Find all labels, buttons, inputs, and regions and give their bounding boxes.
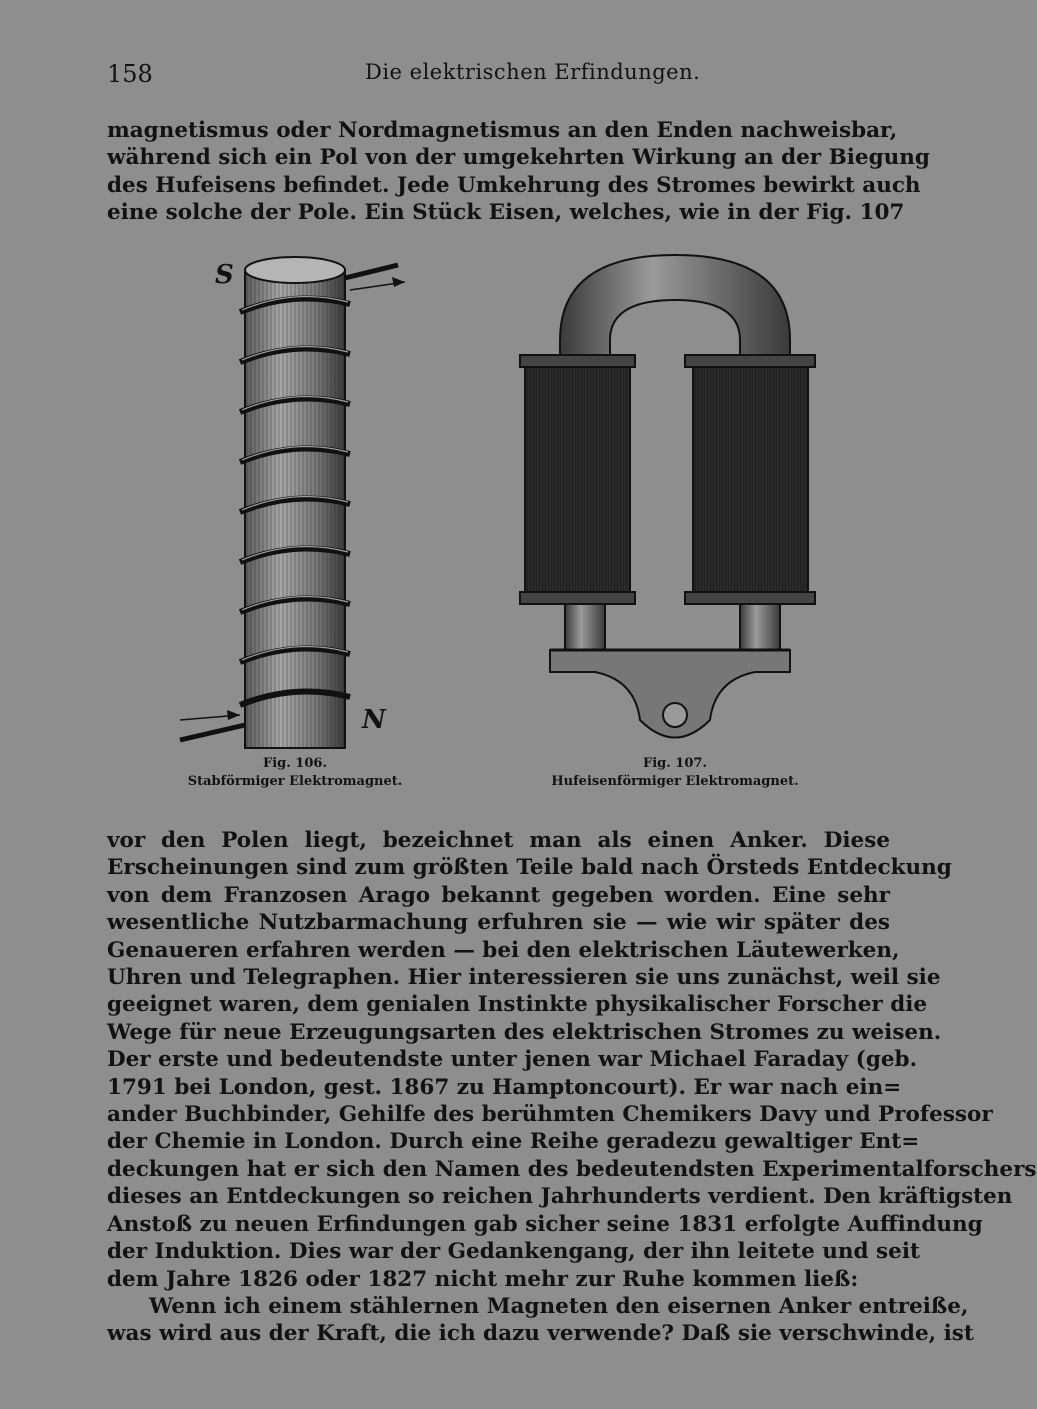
page-number: 158 [107, 60, 153, 88]
bar-electromagnet-illustration [170, 250, 420, 750]
text-line: Erscheinungen sind zum größten Teile bald nach Örsteds Entdeckung [107, 855, 952, 881]
paragraph-main [107, 827, 1037, 1293]
figure-caption-text: Stabförmiger Elektromagnet. [187, 774, 403, 789]
text-line: vor den Polen liegt, bezeichnet man als einen Anker. Diese [107, 828, 890, 853]
text-line: der Chemie in London. Durch eine Reihe geradezu gewaltiger Ent= [107, 1129, 920, 1155]
text-line: dem Jahre 1826 oder 1827 nicht mehr zur Ruhe kommen ließ: [107, 1266, 859, 1292]
text-line: ander Buchbinder, Gehilfe des berühmten Chemikers Davy und Professor [107, 1102, 993, 1128]
text-line: des Hufeisens befindet. Jede Umkehrung des Stromes bewirkt auch [107, 172, 921, 198]
text-line: dieses an Entdeckungen so reichen Jahrhunderts verdient. Den kräftigsten [107, 1184, 1013, 1210]
text-line: Uhren und Telegraphen. Hier interessieren sie uns zunächst, weil sie [107, 965, 941, 991]
figure-number: Fig. 107. [643, 756, 707, 771]
text-line: geeignet waren, dem genialen Instinkte physikalischer Forscher die [107, 992, 928, 1018]
text-line: eine solche der Pole. Ein Stück Eisen, welches, wie in der Fig. 107 [107, 200, 905, 226]
text-line: Wenn ich einem stählernen Magneten den eisernen Anker entreiße, [149, 1294, 969, 1319]
text-line: Anstoß zu neuen Erfindungen gab sicher seine 1831 erfolgte Auffindung [107, 1211, 983, 1237]
text-line: deckungen hat er sich den Namen des bedeutendsten Experimentalforschers [107, 1156, 1037, 1182]
paragraph-last [107, 1293, 974, 1348]
text-line: magnetismus oder Nordmagnetismus an den Enden nachweisbar, [107, 118, 898, 143]
pole-label-n: N [362, 705, 386, 735]
figure-107-caption [540, 755, 810, 791]
text-line: der Induktion. Dies war der Gedankengang, der ihn leitete und seit [107, 1239, 920, 1265]
text-line: Der erste und bedeutendste unter jenen war Michael Faraday (geb. [107, 1047, 918, 1073]
text-line: während sich ein Pol von der umgekehrten Wirkung an der Biegung [107, 145, 930, 171]
text-line: 1791 bei London, gest. 1867 zu Hamptoncourt). Er war nach ein= [107, 1074, 902, 1100]
text-line: von dem Franzosen Arago bekannt gegeben worden. Eine sehr [107, 882, 890, 908]
horseshoe-electromagnet-illustration [515, 250, 845, 750]
pole-label-s: S [215, 260, 234, 290]
figure-number: Fig. 106. [263, 756, 327, 771]
figure-106-bar-electromagnet [170, 250, 420, 750]
figure-107-horseshoe-electromagnet [515, 250, 845, 750]
text-line: was wird aus der Kraft, die ich dazu verwende? Daß sie verschwinde, ist [107, 1321, 974, 1347]
figure-caption-text: Hufeisenförmiger Elektromagnet. [551, 774, 799, 789]
text-line: Genaueren erfahren werden — bei den elektrischen Läutewerken, [107, 937, 900, 963]
text-line: wesentliche Nutzbarmachung erfuhren sie — wie wir später des [107, 910, 890, 936]
figure-106-caption [170, 755, 420, 791]
text-line: Wege für neue Erzeugungsarten des elektrischen Stromes zu weisen. [107, 1019, 942, 1045]
paragraph-top [107, 117, 930, 227]
running-title: Die elektrischen Erfindungen. [365, 60, 701, 84]
